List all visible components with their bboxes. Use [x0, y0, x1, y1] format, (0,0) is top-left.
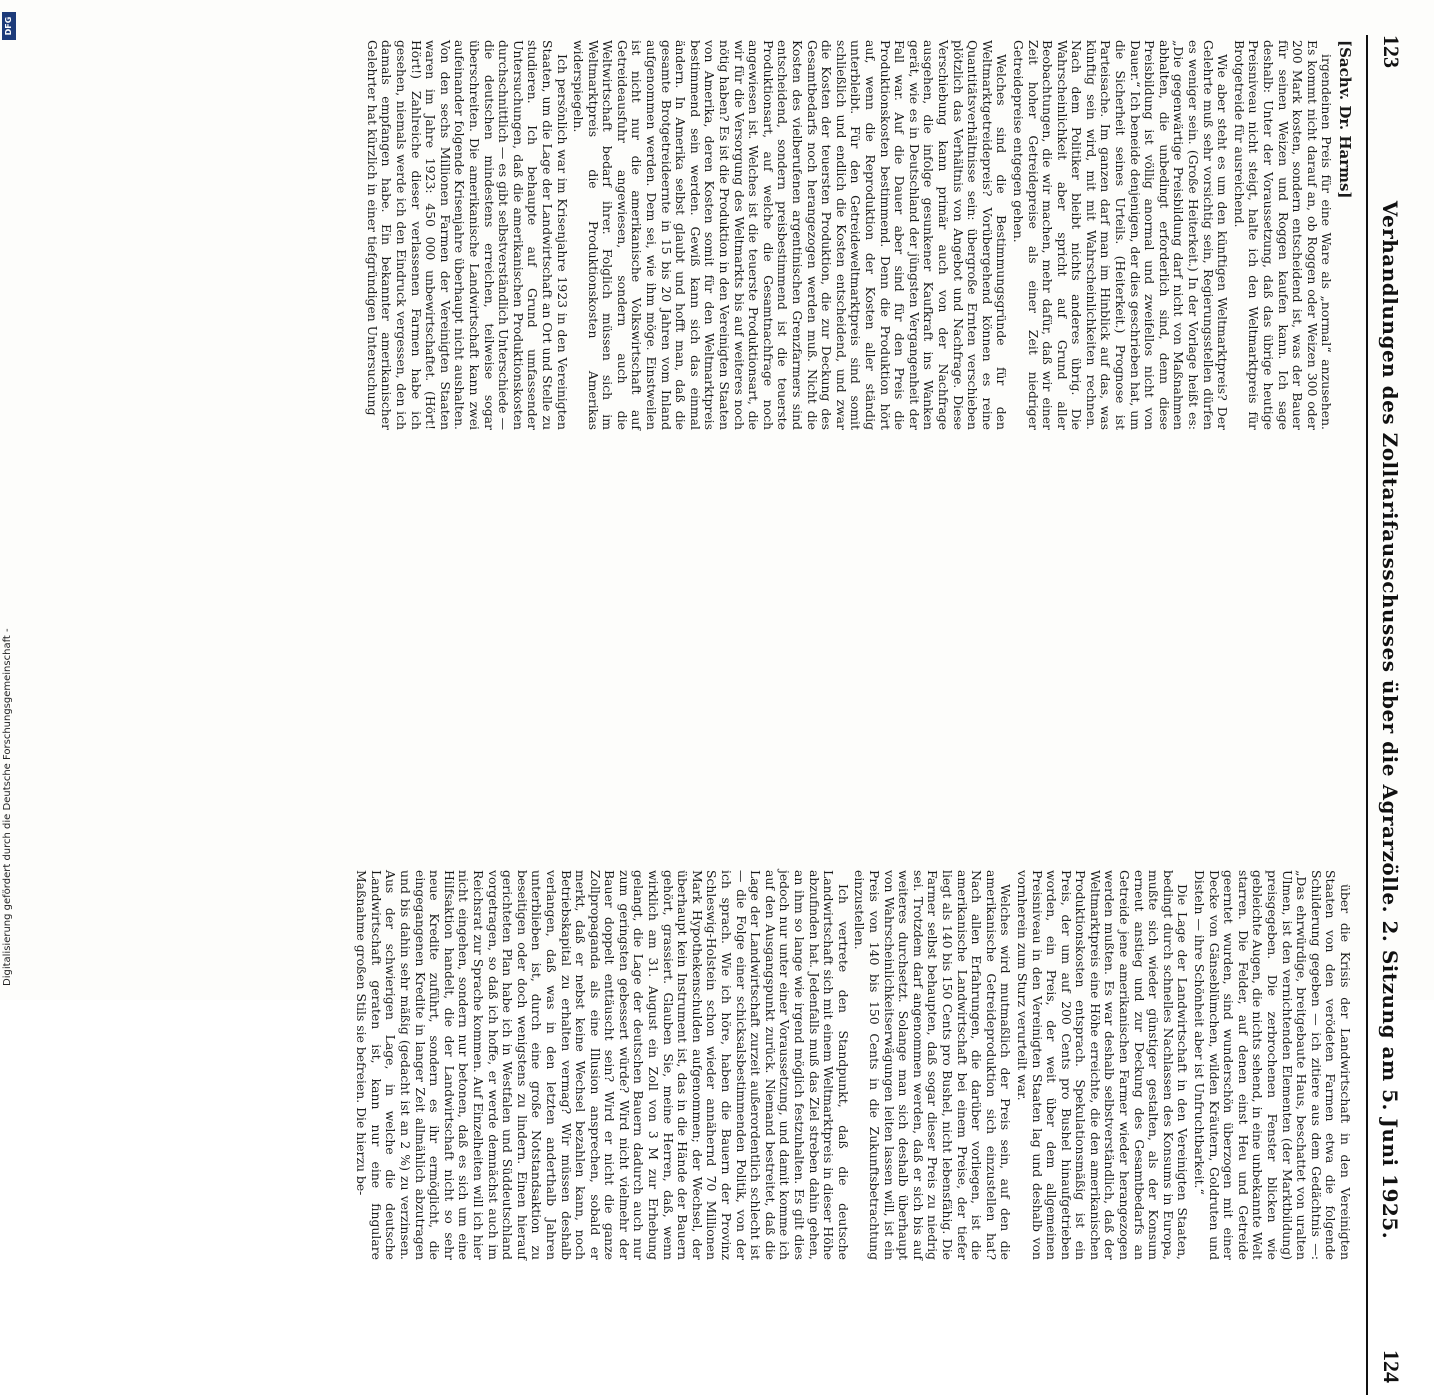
paragraph: Welches wird mutmaßlich der Preis sein, auf den die amerikanische Getreideproduktion sich einzustellen hat? Nach allen Erfahrungen, die darüber vorliegen, ist die amerikanische Landwirtschaft bei einem Preise, der tiefer liegt als 140 bis 150 Cents pro Bushel, nicht lebensfähig. Die Farmer selbst behaupten, daß sogar dieser Preis zu niedrig sei. Trotzdem darf angenommen werden, daß er sich bis auf weiteres durchsetzt. Solange man sich deshalb überhaupt von Wahrscheinlichkeitserwägungen leiten lassen will, ist ein Preis von 140 bis 150 Cents in die Zukunftsbetrachtung einzustellen. [852, 870, 1014, 1260]
text-column-right [352, 870, 1352, 1260]
page-number-left: 123 [1379, 35, 1404, 68]
paragraph: Ich persönlich war im Krisenjahre 1923 in den Vereinigten Staaten, um die Lage der Landwirtschaft an Ort und Stelle zu studieren. Ich behaupte auf Grund umfassender Untersuchungen, daß die amerikanischen Produktionskosten durchschnittlich — es gibt selbstverständlich Unterschiede — die deutschen mindestens erreichen, teilweise sogar überschreiten. Die amerikanische Landwirtschaft kann zwei aufeinander folgende Krisenjahre überhaupt nicht aushalten. Von den sechs Millionen Farmen der Vereinigten Staaten waren im Jahre 1923: 450 000 unbewirtschaftet. (Hört! Hört!) Zahlreiche dieser verlassenen Farmen habe ich gesehen, niemals werde ich den Eindruck vergessen, den ich damals empfangen habe. Ein bekannter amerikanischer Gelehrter hat kürzlich in einer tiefgründigen Untersuchung [364, 40, 570, 430]
paragraph: Welches sind die Bestimmungsgründe für den Weltmarktgetreidepreis? Vorübergehend können es reine Quantitätsverhältnisse sein: übergroße Ernten verschieben plötzlich das Verhältnis von Angebot und Nachfrage. Diese Verschiebung kann primär auch von der Nachfrage ausgehen, die infolge gesunkener Kaufkraft ins Wanken gerät, wie es in Deutschland der jüngsten Vergangenheit der Fall war. Auf die Dauer aber sind für den Preis die Produktionskosten bestimmend. Denn die Produktion hört auf, wenn die Reproduktion der Kosten aller ständig unterbleibt. Für den Getreideweltmarktpreis sind somit schließlich und endlich die Kosten entscheidend, und zwar die Kosten der teuersten Produktion, die zur Deckung des Gesamtbedarfs noch herangezogen werden muß. Nicht die Kosten des vielberufenen argentinischen Grenzfarmers sind entscheidend, sondern preisbestimmend ist die teuerste Produktionsart, auf welche die Gesamtnachfrage noch angewiesen ist. Welches ist die teuerste Produktionsart, die wir für die Versorgung des Weltmarkts bis auf weiteres noch nötig haben? Es ist die Produktion in den Vereinigten Staaten von Amerika, deren Kosten somit für den Weltmarktpreis bestimmend sein werden. Gewiß kann sich das einmal ändern. In Amerika selbst glaubt und hofft man, daß die gesamte Brotgetreideernte in 15 bis 20 Jahren vom Inland aufgenommen werden. Dem sei, wie ihm möge. Einstweilen ist nicht nur die amerikanische Volkswirtschaft auf Getreideausfuhr angewiesen, sondern auch die Weltwirtschaft bedarf ihrer. Folglich müssen sich im Weltmarktpreis die Produktionskosten Amerikas widerspiegeln. [571, 40, 1010, 430]
paragraph: irgendeinen Preis für eine Ware als „normal“ anzusehen. Es kommt nicht darauf an, ob Roggen oder Weizen 300 oder 200 Mark kosten, sondern entscheidend ist, was der Bauer für seinen Weizen und Roggen kaufen kann. Ich sage deshalb: Unter der Voraussetzung, daß das übrige heutige Preisniveau nicht steigt, halte ich den Weltmarktpreis für Brotgetreide für ausreichend. [1231, 40, 1335, 430]
paragraph: Ich vertrete den Standpunkt, daß die deutsche Landwirtschaft sich mit einem Weltmarktpreis in dieser Höhe abzufinden hat. Jedenfalls muß das Ziel streben dahin gehen, an ihm so lange wie irgend möglich festzuhalten. Es gilt dies jedoch nur unter einer Voraussetzung, und damit komme ich auf den Ausgangspunkt zurück. Niemand bestreitet, daß die Lage der Landwirtschaft zurzeit außerordentlich schlecht ist — die Folge einer schicksalsbestimmenden Politik, von der ich sprach. Wie ich höre, haben die Bauern der Provinz Schleswig-Holstein schon wieder annähernd 70 Millionen Mark Hypothekenschulden aufgenommen; der Wechsel, der überhaupt kein Instrument ist, das in die Hände der Bauern gehört, grassiert. Glauben Sie, meine Herren, daß, wenn wirklich am 31. August ein Zoll von 3 M zur Erhebung gelangt, die Lage der deutschen Bauern dadurch auch nur zum geringsten gebessert würde? Wird nicht vielmehr der Bauer doppelt enttäuscht sein? Wird er nicht die ganze Zollpropaganda als eine Illusion ansprechen, sobald er merkt, daß er nebst keine Wechsel bezahlen kann, noch Betriebskapital zu erhalten vermag? Wir müssen deshalb verlangen, daß was in den letzten anderthalb Jahren unterblieben ist, durch eine große Notstandsaktion zu beseitigen oder doch wenigstens zu lindern. Einen hierauf gerichteten Plan habe ich in Westfalen und Süddeutschland vorgetragen, so daß ich hoffe, er werde demnächst auch im Reichsrat zur Sprache kommen. Auf Einzelheiten will ich hier nicht eingehen, sondern nur betonen, daß es sich um eine Hilfsaktion handelt, die der Landwirtschaft nicht so sehr neue Kredite zuführt, sondern es ihr ermöglicht, die eingegangenen Kredite in langer Zeit allmählich abzutragen und bis dahin sehr mäßig (gedacht ist an 2 %) zu verzinsen. Aus der schwierigen Lage, in welche die deutsche Landwirtschaft geraten ist, kann nur eine fingulare Maßnahme großen Stils sie befreien. Die hierzu be- [354, 870, 851, 1260]
digitization-credit [0, 0, 22, 1000]
header-rule [1366, 35, 1368, 1395]
dfg-logo: DFG [2, 12, 16, 40]
running-title: Verhandlungen des Zolltarifausschusses über die Agrarzölle. 2. Sitzung am 5. Juni 1925. [1378, 200, 1402, 1240]
credit-text: Digitalisierung gefördert durch die Deutsche Forschungsgemeinschaft - [2, 628, 13, 986]
speaker-label: [Sachv. Dr. Harms] [1336, 40, 1354, 199]
paragraph: über die Krisis der Landwirtschaft in den Vereinigten Staaten von den verödeten Farmen etwa die folgende Schilderung gegeben — ich zitiere aus dem Gedächtnis —: „Das ehrwürdige, breitgebaute Haus, beschattet von uralten Ulmen, ist den vernichtenden Elementen (der Marktbildung) preisgegeben. Die zerbrochenen Fenster blicken wie gebleichte Augen, die nichts sehend, in eine unbekannte Welt starren. Die Felder, auf denen einst Heu und Getreide geerntet wurden, sind wunderschön überzogen mit einer Decke von Gänseblümchen, wilden Kräutern, Goldruten und Disteln — ihre Schönheit aber ist Unfruchtbarkeit.“ [1192, 870, 1353, 1260]
paragraph: Die Lage der Landwirtschaft in den Vereinigten Staaten, bedingt durch schnelles Nachlassen des Konsums in Europa, mußte sich wieder günstiger gestalten, als der Konsum erneut anstieg und zur Deckung des Gesamtbedarfs an Getreide jene amerikanischen Farmer wieder herangezogen werden mußten. Es war deshalb selbstverständlich, daß der Weltmarktpreis eine Höhe erreichte, die den amerikanischen Produktionskosten entsprach. Spekulationsmäßig ist ein Preis, der um auf 200 Cents pro Bushel hinaufgetrieben worden, ein Preis, der weit über dem allgemeinen Preisniveau in den Vereinigten Staaten lag und deshalb von vornherein zum Sturz verurteilt war. [1014, 870, 1191, 1260]
text-column-left [362, 40, 1352, 430]
paragraph: Wie aber steht es um den künftigen Weltmarktpreis? Der Gelehrte muß sehr vorsichtig sein, Regierungsstellen dürfen es weniger sein. (Große Heiterkeit.) In der Vorlage heißt es: „Die gegenwärtige Preisbildung darf nicht von Maßnahmen abhalten, die unbedingt erforderlich sind, denn diese Preisbildung ist völlig anormal und zweifellos nicht von Dauer.“ Ich beneide denjenigen, der dies geschrieben hat, um die Sicherheit seines Urteils. (Heiterkeit.) Prognose ist Parteisache. Im ganzen darf man im Hinblick auf das, was künftig sein wird, mit mit Wahrscheinlichkeiten rechnen. Nach dem Politiker bleibt nichts anderes übrig. Die Wahrscheinlichkeit aber spricht auf Grund aller Beobachtungen, die wir machen, mehr dafür, daß wir einer Zeit hoher Getreidepreise als einer Zeit niedriger Getreidepreise entgegen gehen. [1010, 40, 1231, 430]
page-number-right: 124 [1379, 1350, 1404, 1383]
